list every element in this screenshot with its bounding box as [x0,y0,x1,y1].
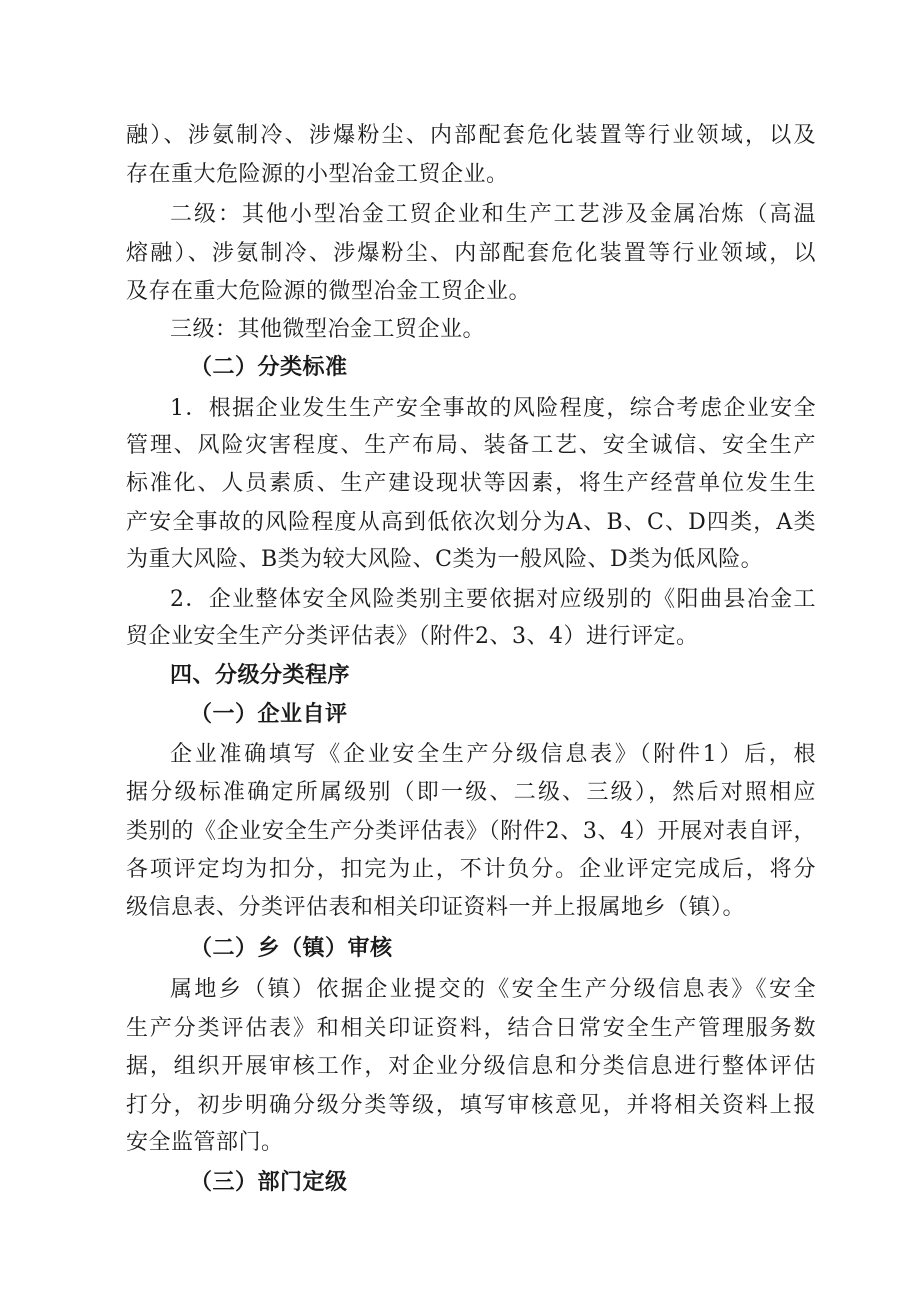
paragraph-line: 属地乡（镇）依据企业提交的《安全生产分级信息表》《安全 [170,977,816,1002]
paragraph-line: 二级：其他小型冶金工贸企业和生产工艺涉及金属冶炼（高温 [170,202,816,227]
paragraph-line: 融）、涉氨制冷、涉爆粉尘、内部配套危化装置等行业领域，以及 [126,123,816,148]
paragraph-line: 打分，初步明确分级分类等级，填写审核意见，并将相关资料上报 [126,1093,816,1118]
paragraph-line: 标准化、人员素质、生产建设现状等因素，将生产经营单位发生生 [126,471,816,496]
paragraph-line: 熔融）、涉氨制冷、涉爆粉尘、内部配套危化装置等行业领域，以 [126,241,816,266]
paragraph-line: 存在重大危险源的小型冶金工贸企业。 [126,162,509,187]
subsection-heading-classification-standard: （二）分类标准 [190,355,348,380]
paragraph-line: 安全监管部门。 [126,1130,284,1155]
paragraph-line: 企业准确填写《企业安全生产分级信息表》（附件1）后，根 [170,742,816,767]
paragraph-line: 据，组织开展审核工作，对企业分级信息和分类信息进行整体评估 [126,1054,816,1079]
paragraph-line: 管理、风险灾害程度、生产布局、装备工艺、安全诚信、安全生产 [126,433,816,458]
paragraph-line: 类别的《企业安全生产分类评估表》（附件2、3、4）开展对表自评， [126,819,816,844]
paragraph-line: 生产分类评估表》和相关印证资料，结合日常安全生产管理服务数 [126,1016,816,1041]
paragraph-line: 为重大风险、B类为较大风险、C类为一般风险、D类为低风险。 [126,547,764,572]
paragraph-line: 及存在重大危险源的微型冶金工贸企业。 [126,279,532,304]
paragraph-line: 2．企业整体安全风险类别主要依据对应级别的《阳曲县冶金工 [170,587,816,612]
section-heading-grading-procedure: 四、分级分类程序 [170,663,351,688]
paragraph-line: 三级：其他微型冶金工贸企业。 [170,317,486,342]
subsection-heading-town-review: （二）乡（镇）审核 [190,936,393,961]
paragraph-line: 产安全事故的风险程度从高到低依次划分为A、B、C、D四类，A类 [126,510,816,535]
paragraph-line: 级信息表、分类评估表和相关印证资料一并上报属地乡（镇）。 [126,895,746,920]
paragraph-line: 据分级标准确定所属级别（即一级、二级、三级），然后对照相应 [126,780,816,805]
subsection-heading-department-grading: （三）部门定级 [190,1170,348,1195]
paragraph-line: 各项评定均为扣分，扣完为止，不计负分。企业评定完成后，将分 [126,857,816,882]
paragraph-line: 贸企业安全生产分类评估表》（附件2、3、4）进行评定。 [126,624,699,649]
paragraph-line: 1．根据企业发生生产安全事故的风险程度，综合考虑企业安全 [170,396,816,421]
subsection-heading-self-evaluation: （一）企业自评 [190,702,348,727]
